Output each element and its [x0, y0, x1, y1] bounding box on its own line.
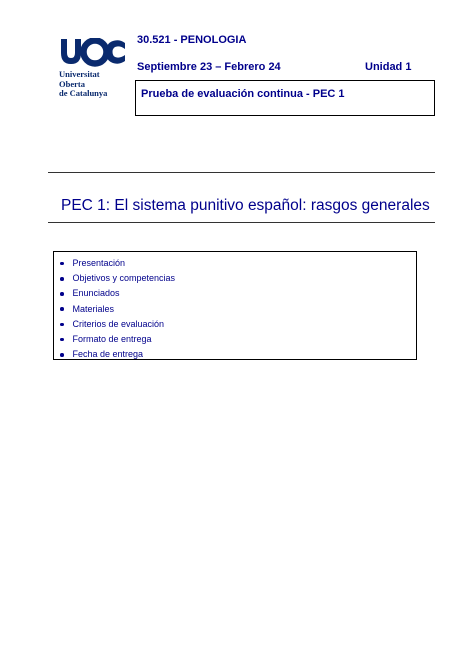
toc-item-label: Presentación: [72, 258, 126, 268]
logo-line-2: Oberta: [59, 78, 85, 89]
toc-item-label: Enunciados: [72, 288, 120, 299]
bullet-icon: [60, 338, 64, 342]
toc-item-label: Materiales: [72, 303, 115, 314]
page-title: PEC 1: El sistema punitivo español: rasgos generales: [61, 197, 430, 214]
list-item: [60, 271, 175, 286]
list-item: [60, 286, 175, 301]
bullet-icon: [60, 353, 64, 357]
bullet-icon: [60, 323, 64, 327]
list-item: [60, 317, 175, 332]
bullet-icon: [60, 292, 64, 296]
list-item: [60, 332, 175, 347]
toc-item-label: Fecha de entrega: [72, 349, 144, 360]
list-item: [60, 302, 175, 317]
toc-item-label: Criterios de evaluación: [72, 318, 165, 329]
toc-list: [60, 256, 175, 362]
unit-label: Unidad 1: [365, 61, 412, 73]
bullet-icon: [60, 277, 64, 281]
toc-box: [53, 251, 417, 360]
list-item: [60, 347, 175, 362]
logo-line-1: Universitat: [59, 69, 100, 79]
divider-title: [48, 222, 435, 223]
assessment-box: [135, 80, 435, 116]
toc-item-label: Objetivos y competencias: [72, 273, 176, 284]
uoc-logo-text: [59, 70, 107, 99]
list-item: [60, 256, 175, 271]
bullet-icon: [60, 307, 64, 311]
bullet-icon: [60, 262, 64, 266]
assessment-label: Prueba de evaluación continua - PEC 1: [141, 88, 345, 100]
semester: Septiembre 23 – Febrero 24: [137, 61, 281, 73]
course-code: 30.521 - PENOLOGIA: [137, 34, 247, 46]
divider-top: [48, 172, 435, 173]
logo-line-3: de Catalunya: [59, 88, 108, 98]
toc-item-label: Formato de entrega: [72, 334, 152, 345]
